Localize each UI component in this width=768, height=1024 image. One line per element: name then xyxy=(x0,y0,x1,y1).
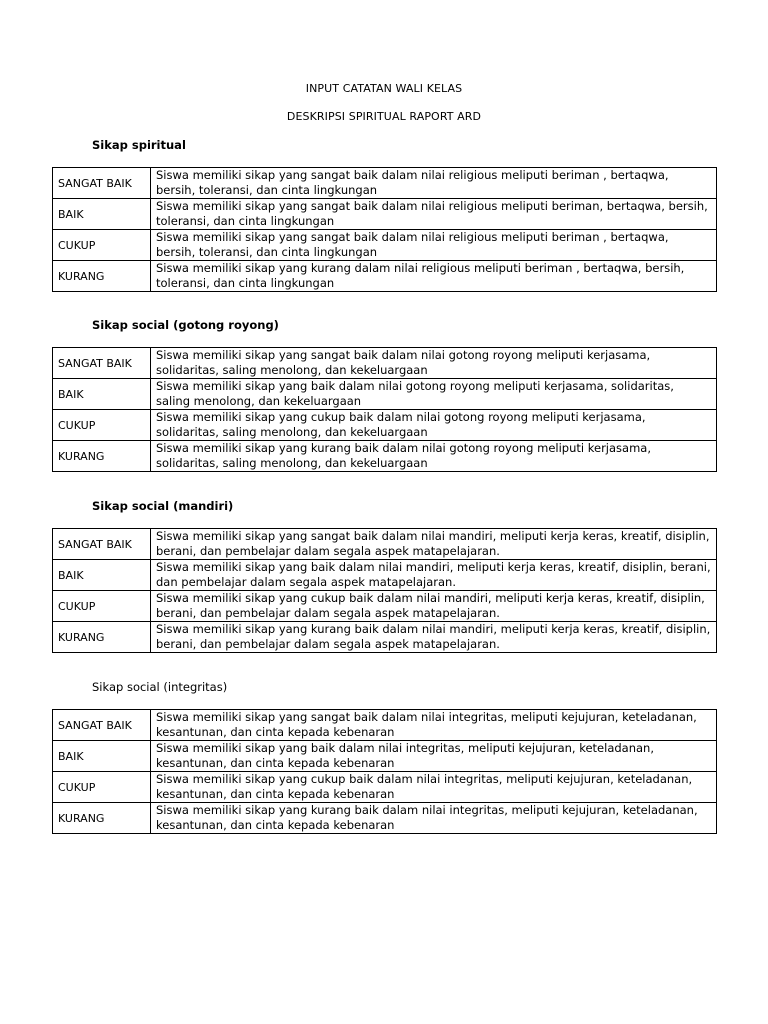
table-row xyxy=(53,261,717,292)
level-cell: KURANG xyxy=(53,803,151,834)
level-cell: SANGAT BAIK xyxy=(53,348,151,379)
table-row xyxy=(53,410,717,441)
description-cell: Siswa memiliki sikap yang cukup baik dalam nilai mandiri, meliputi kerja keras, kreatif, disiplin, berani, dan pembelajar dalam segala aspek matapelajaran. xyxy=(151,591,717,622)
section-heading-gotong-royong: Sikap social (gotong royong) xyxy=(92,318,279,332)
description-cell: Siswa memiliki sikap yang sangat baik dalam nilai religious meliputi beriman, bertaqwa, bersih, toleransi, dan cinta lingkungan xyxy=(151,199,717,230)
description-cell: Siswa memiliki sikap yang kurang dalam nilai religious meliputi beriman , bertaqwa, bersih, toleransi, dan cinta lingkungan xyxy=(151,261,717,292)
table-row xyxy=(53,379,717,410)
level-cell: SANGAT BAIK xyxy=(53,710,151,741)
level-cell: CUKUP xyxy=(53,410,151,441)
level-cell: CUKUP xyxy=(53,591,151,622)
table-row xyxy=(53,560,717,591)
document-title: INPUT CATATAN WALI KELAS xyxy=(305,82,463,95)
level-cell: BAIK xyxy=(53,199,151,230)
table-gotong-royong xyxy=(52,347,717,472)
table-mandiri xyxy=(52,528,717,653)
description-cell: Siswa memiliki sikap yang sangat baik dalam nilai gotong royong meliputi kerjasama, solidaritas, saling menolong, dan kekeluargaan xyxy=(151,348,717,379)
table-integritas xyxy=(52,709,717,834)
level-cell: SANGAT BAIK xyxy=(53,168,151,199)
level-cell: BAIK xyxy=(53,379,151,410)
table-spiritual xyxy=(52,167,717,292)
table-row xyxy=(53,591,717,622)
table-row xyxy=(53,529,717,560)
table-row xyxy=(53,441,717,472)
level-cell: BAIK xyxy=(53,741,151,772)
level-cell: KURANG xyxy=(53,622,151,653)
level-cell: SANGAT BAIK xyxy=(53,529,151,560)
description-cell: Siswa memiliki sikap yang sangat baik dalam nilai religious meliputi beriman , bertaqwa, bersih, toleransi, dan cinta lingkungan xyxy=(151,168,717,199)
level-cell: KURANG xyxy=(53,261,151,292)
description-cell: Siswa memiliki sikap yang baik dalam nilai mandiri, meliputi kerja keras, kreatif, disiplin, berani, dan pembelajar dalam segala aspek matapelajaran. xyxy=(151,560,717,591)
description-cell: Siswa memiliki sikap yang baik dalam nilai gotong royong meliputi kerjasama, solidaritas, saling menolong, dan kekeluargaan xyxy=(151,379,717,410)
description-cell: Siswa memiliki sikap yang cukup baik dalam nilai integritas, meliputi kejujuran, keteladanan, kesantunan, dan cinta kepada kebenaran xyxy=(151,772,717,803)
description-cell: Siswa memiliki sikap yang kurang baik dalam nilai integritas, meliputi kejujuran, keteladanan, kesantunan, dan cinta kepada kebenaran xyxy=(151,803,717,834)
table-row xyxy=(53,199,717,230)
level-cell: BAIK xyxy=(53,560,151,591)
description-cell: Siswa memiliki sikap yang cukup baik dalam nilai gotong royong meliputi kerjasama, solidaritas, saling menolong, dan kekeluargaan xyxy=(151,410,717,441)
table-row xyxy=(53,230,717,261)
table-row xyxy=(53,803,717,834)
description-cell: Siswa memiliki sikap yang sangat baik dalam nilai religious meliputi beriman , bertaqwa, bersih, toleransi, dan cinta lingkungan xyxy=(151,230,717,261)
section-heading-mandiri: Sikap social (mandiri) xyxy=(92,499,234,513)
description-cell: Siswa memiliki sikap yang kurang baik dalam nilai mandiri, meliputi kerja keras, kreatif, disiplin, berani, dan pembelajar dalam segala aspek matapelajaran. xyxy=(151,622,717,653)
description-cell: Siswa memiliki sikap yang sangat baik dalam nilai mandiri, meliputi kerja keras, kreatif, disiplin, berani, dan pembelajar dalam segala aspek matapelajaran. xyxy=(151,529,717,560)
level-cell: KURANG xyxy=(53,441,151,472)
table-row xyxy=(53,168,717,199)
level-cell: CUKUP xyxy=(53,772,151,803)
section-heading-spiritual: Sikap spiritual xyxy=(92,138,186,152)
description-cell: Siswa memiliki sikap yang baik dalam nilai integritas, meliputi kejujuran, keteladanan, kesantunan, dan cinta kepada kebenaran xyxy=(151,741,717,772)
table-row xyxy=(53,710,717,741)
table-row xyxy=(53,622,717,653)
table-row xyxy=(53,348,717,379)
table-row xyxy=(53,772,717,803)
section-heading-integritas: Sikap social (integritas) xyxy=(92,680,228,694)
table-row xyxy=(53,741,717,772)
document-subtitle: DESKRIPSI SPIRITUAL RAPORT ARD xyxy=(286,110,482,123)
description-cell: Siswa memiliki sikap yang sangat baik dalam nilai integritas, meliputi kejujuran, keteladanan, kesantunan, dan cinta kepada kebenaran xyxy=(151,710,717,741)
description-cell: Siswa memiliki sikap yang kurang baik dalam nilai gotong royong meliputi kerjasama, solidaritas, saling menolong, dan kekeluargaan xyxy=(151,441,717,472)
level-cell: CUKUP xyxy=(53,230,151,261)
